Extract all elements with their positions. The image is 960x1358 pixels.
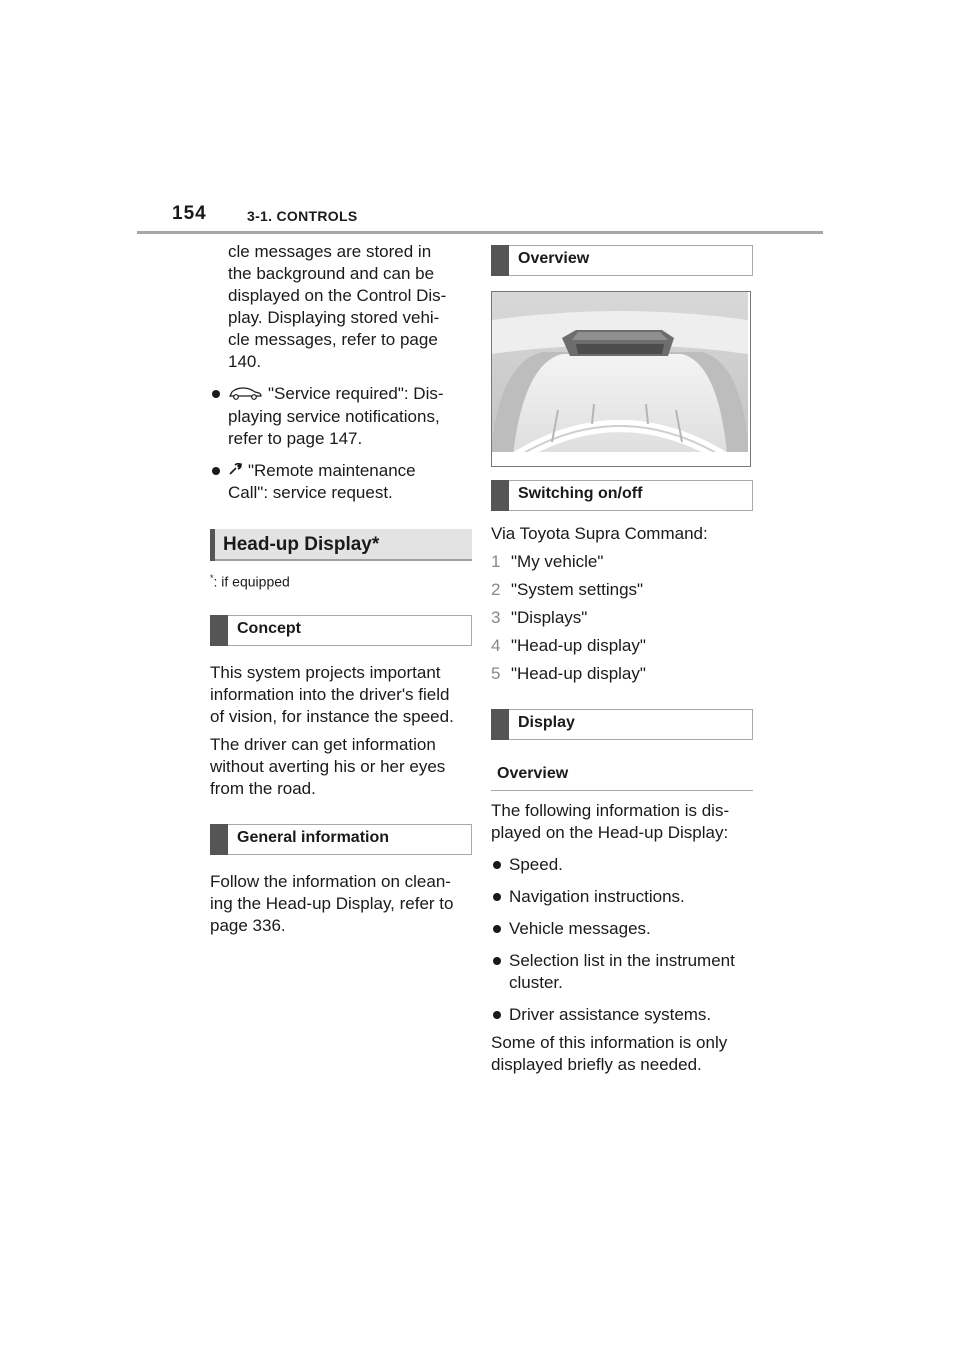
bullet-dot	[212, 467, 220, 475]
hud-illustration	[491, 291, 751, 467]
general-paragraph	[210, 871, 472, 937]
heading-concept: Concept	[210, 615, 472, 646]
text-line: from the road.	[210, 778, 316, 798]
text-line: Vehicle messages.	[509, 919, 651, 938]
heading-switching: Switching on/off	[491, 480, 753, 511]
section-label: 3-1. CONTROLS	[247, 208, 358, 224]
right-column	[491, 245, 753, 1076]
text-span: "Service required": Dis-	[268, 384, 444, 403]
text-line: ing the Head-up Display, refer to	[210, 893, 454, 913]
text-line: page 336.	[210, 915, 286, 935]
step-text: "Displays"	[511, 608, 588, 627]
list-item	[491, 918, 753, 940]
text-line: Some of this information is only	[491, 1033, 728, 1052]
text-line: cle messages are stored in	[228, 242, 432, 261]
step-text: "My vehicle"	[511, 552, 604, 571]
step-item	[491, 579, 753, 601]
heading-general-information: General information	[210, 824, 472, 855]
text-line: Follow the information on clean-	[210, 871, 451, 891]
heading-display: Display	[491, 709, 753, 740]
step-number: 3	[491, 608, 501, 627]
list-item	[491, 854, 753, 876]
text-line: The driver can get information	[210, 734, 436, 754]
bullet-dot	[493, 925, 501, 933]
text-line	[228, 383, 472, 406]
footnote	[210, 567, 472, 593]
bullet-dot	[212, 390, 220, 398]
text-line	[228, 460, 472, 483]
text-line: Driver assistance systems.	[509, 1005, 712, 1024]
list-item	[491, 1004, 753, 1026]
display-bullets	[491, 854, 753, 1026]
step-item	[491, 607, 753, 629]
heading-overview: Overview	[491, 245, 753, 276]
text-line: Speed.	[509, 855, 563, 874]
step-item	[491, 551, 753, 573]
bullet-remote-maintenance	[210, 460, 472, 505]
text-line: cluster.	[509, 973, 563, 992]
bullet-dot	[493, 861, 501, 869]
page-number: 154	[172, 203, 207, 224]
text-line: This system projects important	[210, 662, 441, 682]
text-line: displayed briefly as needed.	[491, 1055, 702, 1074]
step-number: 1	[491, 552, 501, 571]
text-line: cle messages, refer to page	[228, 330, 438, 349]
bullet-service-required	[210, 383, 472, 450]
display-paragraph	[491, 800, 753, 844]
text-line: the background and can be	[228, 264, 435, 283]
steps-list	[491, 551, 753, 685]
text-line: 140.	[228, 352, 262, 371]
text-line: play. Displaying stored vehi-	[228, 308, 440, 327]
text-line: playing service notifications,	[228, 406, 440, 426]
footnote-text: : if equipped	[213, 573, 290, 590]
bullet-dot	[493, 1011, 501, 1019]
text-line: Navigation instructions.	[509, 887, 685, 906]
header-divider	[137, 231, 823, 234]
list-item	[491, 950, 753, 994]
text-line: Selection list in the instrument	[509, 951, 735, 970]
text-line: information into the driver's field	[210, 684, 450, 704]
text-line: played on the Head-up Display:	[491, 823, 729, 842]
bullet-dot	[493, 893, 501, 901]
section-heading-hud: Head-up Display*	[210, 529, 472, 561]
step-text: "System settings"	[511, 580, 644, 599]
step-number: 4	[491, 636, 501, 655]
text-line: of vision, for instance the speed.	[210, 706, 454, 726]
step-number: 2	[491, 580, 501, 599]
text-line: Call": service request.	[228, 483, 393, 503]
via-text: Via Toyota Supra Command:	[491, 524, 708, 543]
text-line: without averting his or her eyes	[210, 756, 446, 776]
car-service-icon	[228, 384, 262, 406]
step-number: 5	[491, 664, 501, 683]
bullet-dot	[493, 957, 501, 965]
intro-paragraph	[210, 241, 472, 373]
step-item	[491, 663, 753, 685]
step-text: "Head-up display"	[511, 664, 646, 683]
wrench-icon	[228, 460, 242, 482]
closing-paragraph	[491, 1032, 753, 1076]
list-item	[491, 886, 753, 908]
step-text: "Head-up display"	[511, 636, 646, 655]
text-line: displayed on the Control Dis-	[228, 286, 447, 305]
subheading-overview: Overview	[491, 761, 753, 791]
step-item	[491, 635, 753, 657]
footnote-mark: *	[210, 573, 214, 584]
text-span: "Remote maintenance	[248, 460, 416, 480]
text-line: The following information is dis-	[491, 801, 730, 820]
left-column	[210, 241, 472, 937]
concept-paragraph-2	[210, 734, 472, 800]
text-line: refer to page 147.	[228, 428, 363, 448]
concept-paragraph-1	[210, 662, 472, 728]
